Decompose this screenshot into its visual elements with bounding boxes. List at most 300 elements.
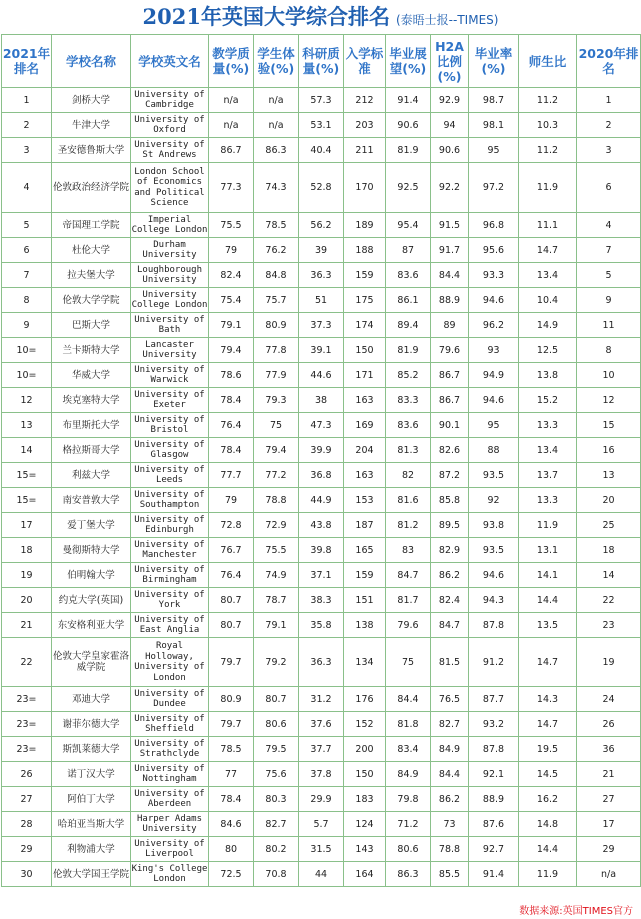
cell-school-name: 利物浦大学 — [52, 837, 131, 862]
cell-h2a-ratio: 84.9 — [431, 737, 469, 762]
cell-graduate-prospects: 84.4 — [386, 687, 431, 712]
cell-teaching-quality: 79.7 — [209, 712, 254, 737]
cell-teaching-quality: 79.7 — [209, 638, 254, 687]
cell-h2a-ratio: 76.5 — [431, 687, 469, 712]
table-row — [2, 388, 641, 413]
cell-research-quality: 36.8 — [299, 463, 344, 488]
table-row — [2, 438, 641, 463]
table-row — [2, 288, 641, 313]
cell-rank-2020: 25 — [577, 513, 641, 538]
cell-graduate-prospects: 79.8 — [386, 787, 431, 812]
cell-completion-rate: 92.7 — [469, 837, 519, 862]
cell-research-quality: 38.3 — [299, 588, 344, 613]
cell-school-name: 巴斯大学 — [52, 313, 131, 338]
cell-research-quality: 29.9 — [299, 787, 344, 812]
cell-student-staff-ratio: 13.1 — [519, 538, 577, 563]
cell-student-staff-ratio: 14.4 — [519, 837, 577, 862]
cell-student-experience: 75 — [254, 413, 299, 438]
cell-entry-standards: 150 — [344, 338, 386, 363]
cell-student-experience: 82.7 — [254, 812, 299, 837]
cell-teaching-quality: 79.4 — [209, 338, 254, 363]
cell-teaching-quality: 79.1 — [209, 313, 254, 338]
cell-student-staff-ratio: 13.7 — [519, 463, 577, 488]
table-row — [2, 213, 641, 238]
header-rank-2021: 2021年排名 — [2, 35, 52, 88]
header-research-quality: 科研质量(%) — [299, 35, 344, 88]
cell-research-quality: 57.3 — [299, 88, 344, 113]
cell-graduate-prospects: 71.2 — [386, 812, 431, 837]
cell-student-staff-ratio: 19.5 — [519, 737, 577, 762]
cell-rank-2020: 3 — [577, 138, 641, 163]
cell-entry-standards: 204 — [344, 438, 386, 463]
cell-entry-standards: 124 — [344, 812, 386, 837]
cell-teaching-quality: n/a — [209, 88, 254, 113]
cell-student-experience: 74.9 — [254, 563, 299, 588]
cell-school-name: 牛津大学 — [52, 113, 131, 138]
cell-h2a-ratio: 84.4 — [431, 263, 469, 288]
cell-rank-2020: 10 — [577, 363, 641, 388]
table-row — [2, 138, 641, 163]
cell-rank-2021: 20 — [2, 588, 52, 613]
cell-rank-2021: 15= — [2, 463, 52, 488]
cell-teaching-quality: 79 — [209, 238, 254, 263]
cell-rank-2020: 15 — [577, 413, 641, 438]
cell-teaching-quality: 75.4 — [209, 288, 254, 313]
cell-completion-rate: 91.4 — [469, 862, 519, 887]
cell-student-staff-ratio: 12.5 — [519, 338, 577, 363]
cell-rank-2021: 23= — [2, 712, 52, 737]
header-entry-standards: 入学标准 — [344, 35, 386, 88]
cell-graduate-prospects: 95.4 — [386, 213, 431, 238]
cell-student-staff-ratio: 14.8 — [519, 812, 577, 837]
cell-h2a-ratio: 91.5 — [431, 213, 469, 238]
table-row — [2, 88, 641, 113]
cell-h2a-ratio: 85.8 — [431, 488, 469, 513]
cell-graduate-prospects: 83 — [386, 538, 431, 563]
cell-english-name: University of York — [131, 588, 209, 613]
cell-rank-2021: 2 — [2, 113, 52, 138]
cell-school-name: 杜伦大学 — [52, 238, 131, 263]
cell-student-experience: 75.5 — [254, 538, 299, 563]
cell-research-quality: 56.2 — [299, 213, 344, 238]
cell-teaching-quality: 80.9 — [209, 687, 254, 712]
table-row — [2, 787, 641, 812]
cell-english-name: University of Birmingham — [131, 563, 209, 588]
cell-english-name: University of Exeter — [131, 388, 209, 413]
cell-research-quality: 39.9 — [299, 438, 344, 463]
cell-teaching-quality: 80.7 — [209, 588, 254, 613]
table-row — [2, 712, 641, 737]
cell-graduate-prospects: 81.3 — [386, 438, 431, 463]
cell-research-quality: 44 — [299, 862, 344, 887]
cell-school-name: 斯凯莱德大学 — [52, 737, 131, 762]
cell-school-name: 圣安德鲁斯大学 — [52, 138, 131, 163]
cell-completion-rate: 87.6 — [469, 812, 519, 837]
cell-student-staff-ratio: 13.8 — [519, 363, 577, 388]
cell-h2a-ratio: 81.5 — [431, 638, 469, 687]
cell-school-name: 阿伯丁大学 — [52, 787, 131, 812]
cell-student-staff-ratio: 13.4 — [519, 438, 577, 463]
cell-rank-2020: 2 — [577, 113, 641, 138]
cell-completion-rate: 93.2 — [469, 712, 519, 737]
cell-student-experience: 77.2 — [254, 463, 299, 488]
cell-entry-standards: 187 — [344, 513, 386, 538]
cell-english-name: University of Manchester — [131, 538, 209, 563]
cell-teaching-quality: 75.5 — [209, 213, 254, 238]
cell-graduate-prospects: 85.2 — [386, 363, 431, 388]
cell-student-staff-ratio: 14.7 — [519, 238, 577, 263]
cell-student-experience: 72.9 — [254, 513, 299, 538]
table-row — [2, 263, 641, 288]
cell-rank-2020: 4 — [577, 213, 641, 238]
cell-entry-standards: 188 — [344, 238, 386, 263]
cell-rank-2021: 19 — [2, 563, 52, 588]
cell-h2a-ratio: 84.4 — [431, 762, 469, 787]
cell-english-name: London School of Economics and Political Science — [131, 163, 209, 213]
cell-student-staff-ratio: 14.3 — [519, 687, 577, 712]
cell-entry-standards: 189 — [344, 213, 386, 238]
table-row — [2, 687, 641, 712]
cell-teaching-quality: 76.4 — [209, 563, 254, 588]
cell-english-name: Imperial College London — [131, 213, 209, 238]
cell-entry-standards: 151 — [344, 588, 386, 613]
subtitle: (泰晤士报--TIMES) — [396, 13, 499, 27]
cell-graduate-prospects: 89.4 — [386, 313, 431, 338]
cell-school-name: 谢菲尔德大学 — [52, 712, 131, 737]
cell-student-staff-ratio: 11.2 — [519, 138, 577, 163]
cell-h2a-ratio: 82.7 — [431, 712, 469, 737]
table-row — [2, 363, 641, 388]
cell-completion-rate: 98.1 — [469, 113, 519, 138]
cell-student-experience: 79.1 — [254, 613, 299, 638]
cell-rank-2020: 8 — [577, 338, 641, 363]
cell-rank-2021: 27 — [2, 787, 52, 812]
cell-entry-standards: 138 — [344, 613, 386, 638]
cell-rank-2020: 22 — [577, 588, 641, 613]
cell-rank-2021: 30 — [2, 862, 52, 887]
cell-teaching-quality: 72.5 — [209, 862, 254, 887]
cell-student-staff-ratio: 11.9 — [519, 163, 577, 213]
header-completion-rate: 毕业率(%) — [469, 35, 519, 88]
cell-entry-standards: 164 — [344, 862, 386, 887]
cell-student-staff-ratio: 14.4 — [519, 588, 577, 613]
cell-graduate-prospects: 86.3 — [386, 862, 431, 887]
cell-teaching-quality: 78.4 — [209, 438, 254, 463]
cell-rank-2021: 18 — [2, 538, 52, 563]
cell-rank-2021: 23= — [2, 737, 52, 762]
cell-completion-rate: 94.9 — [469, 363, 519, 388]
cell-student-staff-ratio: 14.7 — [519, 712, 577, 737]
cell-completion-rate: 88.9 — [469, 787, 519, 812]
cell-completion-rate: 88 — [469, 438, 519, 463]
header-school-name: 学校名称 — [52, 35, 131, 88]
cell-h2a-ratio: 90.6 — [431, 138, 469, 163]
cell-rank-2020: 1 — [577, 88, 641, 113]
cell-student-staff-ratio: 14.1 — [519, 563, 577, 588]
table-row — [2, 762, 641, 787]
cell-student-experience: 77.9 — [254, 363, 299, 388]
cell-entry-standards: 159 — [344, 563, 386, 588]
cell-rank-2020: 27 — [577, 787, 641, 812]
cell-school-name: 诺丁汉大学 — [52, 762, 131, 787]
header-h2a-ratio: H2A比例(%) — [431, 35, 469, 88]
cell-graduate-prospects: 81.2 — [386, 513, 431, 538]
cell-completion-rate: 96.8 — [469, 213, 519, 238]
cell-h2a-ratio: 73 — [431, 812, 469, 837]
cell-english-name: University of Dundee — [131, 687, 209, 712]
table-row — [2, 638, 641, 687]
cell-h2a-ratio: 94 — [431, 113, 469, 138]
cell-research-quality: 51 — [299, 288, 344, 313]
cell-teaching-quality: 77.7 — [209, 463, 254, 488]
cell-completion-rate: 93.3 — [469, 263, 519, 288]
cell-rank-2020: 23 — [577, 613, 641, 638]
cell-student-experience: 79.2 — [254, 638, 299, 687]
cell-entry-standards: 176 — [344, 687, 386, 712]
cell-research-quality: 39.8 — [299, 538, 344, 563]
cell-student-experience: n/a — [254, 113, 299, 138]
cell-h2a-ratio: 92.2 — [431, 163, 469, 213]
cell-rank-2021: 8 — [2, 288, 52, 313]
cell-english-name: University of Cambridge — [131, 88, 209, 113]
cell-student-experience: 80.9 — [254, 313, 299, 338]
cell-student-experience: 80.2 — [254, 837, 299, 862]
table-row — [2, 113, 641, 138]
cell-entry-standards: 152 — [344, 712, 386, 737]
cell-student-staff-ratio: 11.9 — [519, 862, 577, 887]
main-title: 2021年英国大学综合排名 — [142, 4, 390, 29]
table-row — [2, 862, 641, 887]
cell-graduate-prospects: 91.4 — [386, 88, 431, 113]
cell-school-name: 布里斯托大学 — [52, 413, 131, 438]
cell-rank-2020: 5 — [577, 263, 641, 288]
cell-rank-2020: 24 — [577, 687, 641, 712]
cell-h2a-ratio: 88.9 — [431, 288, 469, 313]
cell-student-staff-ratio: 15.2 — [519, 388, 577, 413]
cell-student-staff-ratio: 14.5 — [519, 762, 577, 787]
cell-teaching-quality: 77 — [209, 762, 254, 787]
cell-completion-rate: 96.2 — [469, 313, 519, 338]
cell-student-experience: 80.3 — [254, 787, 299, 812]
header-student-staff-ratio: 师生比 — [519, 35, 577, 88]
cell-research-quality: 38 — [299, 388, 344, 413]
cell-english-name: University of Sheffield — [131, 712, 209, 737]
table-row — [2, 313, 641, 338]
cell-graduate-prospects: 87 — [386, 238, 431, 263]
cell-rank-2020: 7 — [577, 238, 641, 263]
cell-entry-standards: 175 — [344, 288, 386, 313]
cell-graduate-prospects: 79.6 — [386, 613, 431, 638]
cell-entry-standards: 163 — [344, 463, 386, 488]
cell-rank-2021: 10= — [2, 363, 52, 388]
cell-student-experience: 79.3 — [254, 388, 299, 413]
cell-research-quality: 37.1 — [299, 563, 344, 588]
cell-completion-rate: 97.2 — [469, 163, 519, 213]
cell-completion-rate: 87.8 — [469, 613, 519, 638]
table-row — [2, 563, 641, 588]
table-row — [2, 737, 641, 762]
cell-english-name: University of Leeds — [131, 463, 209, 488]
cell-rank-2020: 26 — [577, 712, 641, 737]
cell-teaching-quality: 76.7 — [209, 538, 254, 563]
cell-rank-2020: 21 — [577, 762, 641, 787]
cell-english-name: University of Bath — [131, 313, 209, 338]
cell-school-name: 帝国理工学院 — [52, 213, 131, 238]
cell-completion-rate: 92 — [469, 488, 519, 513]
cell-teaching-quality: 82.4 — [209, 263, 254, 288]
cell-completion-rate: 87.8 — [469, 737, 519, 762]
cell-rank-2020: 19 — [577, 638, 641, 687]
cell-h2a-ratio: 85.5 — [431, 862, 469, 887]
header-row — [2, 35, 641, 88]
cell-student-experience: 80.6 — [254, 712, 299, 737]
cell-english-name: Loughborough University — [131, 263, 209, 288]
cell-english-name: University of St Andrews — [131, 138, 209, 163]
cell-entry-standards: 200 — [344, 737, 386, 762]
cell-english-name: University of Warwick — [131, 363, 209, 388]
cell-completion-rate: 93.8 — [469, 513, 519, 538]
cell-student-experience: 79.4 — [254, 438, 299, 463]
cell-research-quality: 47.3 — [299, 413, 344, 438]
cell-rank-2021: 6 — [2, 238, 52, 263]
cell-school-name: 邓迪大学 — [52, 687, 131, 712]
cell-school-name: 华威大学 — [52, 363, 131, 388]
cell-english-name: Royal Holloway, University of London — [131, 638, 209, 687]
cell-entry-standards: 163 — [344, 388, 386, 413]
cell-student-staff-ratio: 16.2 — [519, 787, 577, 812]
cell-entry-standards: 171 — [344, 363, 386, 388]
cell-rank-2020: 16 — [577, 438, 641, 463]
cell-teaching-quality: 78.5 — [209, 737, 254, 762]
table-row — [2, 837, 641, 862]
cell-rank-2021: 4 — [2, 163, 52, 213]
cell-student-staff-ratio: 11.1 — [519, 213, 577, 238]
cell-english-name: Lancaster University — [131, 338, 209, 363]
cell-school-name: 爱丁堡大学 — [52, 513, 131, 538]
table-row — [2, 413, 641, 438]
cell-school-name: 伦敦政治经济学院 — [52, 163, 131, 213]
cell-graduate-prospects: 80.6 — [386, 837, 431, 862]
table-row — [2, 812, 641, 837]
cell-student-experience: 75.6 — [254, 762, 299, 787]
cell-research-quality: 44.6 — [299, 363, 344, 388]
cell-research-quality: 36.3 — [299, 263, 344, 288]
cell-h2a-ratio: 86.7 — [431, 363, 469, 388]
cell-rank-2020: 18 — [577, 538, 641, 563]
cell-rank-2021: 5 — [2, 213, 52, 238]
cell-entry-standards: 134 — [344, 638, 386, 687]
cell-school-name: 格拉斯哥大学 — [52, 438, 131, 463]
cell-rank-2020: 9 — [577, 288, 641, 313]
table-row — [2, 488, 641, 513]
cell-school-name: 剑桥大学 — [52, 88, 131, 113]
cell-research-quality: 36.3 — [299, 638, 344, 687]
cell-entry-standards: 174 — [344, 313, 386, 338]
cell-student-staff-ratio: 11.9 — [519, 513, 577, 538]
cell-school-name: 拉夫堡大学 — [52, 263, 131, 288]
cell-completion-rate: 93.5 — [469, 463, 519, 488]
cell-student-staff-ratio: 10.3 — [519, 113, 577, 138]
cell-rank-2021: 14 — [2, 438, 52, 463]
cell-english-name: University of Oxford — [131, 113, 209, 138]
cell-student-staff-ratio: 11.2 — [519, 88, 577, 113]
cell-graduate-prospects: 83.6 — [386, 263, 431, 288]
cell-graduate-prospects: 92.5 — [386, 163, 431, 213]
cell-english-name: University of Edinburgh — [131, 513, 209, 538]
cell-entry-standards: 212 — [344, 88, 386, 113]
cell-h2a-ratio: 82.6 — [431, 438, 469, 463]
cell-rank-2021: 7 — [2, 263, 52, 288]
cell-student-staff-ratio: 13.3 — [519, 488, 577, 513]
cell-graduate-prospects: 84.7 — [386, 563, 431, 588]
cell-graduate-prospects: 83.3 — [386, 388, 431, 413]
cell-completion-rate: 95.6 — [469, 238, 519, 263]
cell-rank-2021: 17 — [2, 513, 52, 538]
cell-student-staff-ratio: 13.4 — [519, 263, 577, 288]
cell-research-quality: 37.3 — [299, 313, 344, 338]
cell-rank-2021: 21 — [2, 613, 52, 638]
cell-english-name: University of Liverpool — [131, 837, 209, 862]
cell-entry-standards: 170 — [344, 163, 386, 213]
table-row — [2, 513, 641, 538]
cell-school-name: 伯明翰大学 — [52, 563, 131, 588]
cell-research-quality: 43.8 — [299, 513, 344, 538]
cell-graduate-prospects: 81.8 — [386, 712, 431, 737]
cell-research-quality: 37.6 — [299, 712, 344, 737]
cell-student-experience: 75.7 — [254, 288, 299, 313]
cell-student-staff-ratio: 14.9 — [519, 313, 577, 338]
cell-teaching-quality: 78.6 — [209, 363, 254, 388]
cell-completion-rate: 92.1 — [469, 762, 519, 787]
cell-h2a-ratio: 78.8 — [431, 837, 469, 862]
cell-entry-standards: 203 — [344, 113, 386, 138]
cell-teaching-quality: 86.7 — [209, 138, 254, 163]
cell-student-experience: 78.7 — [254, 588, 299, 613]
cell-completion-rate: 94.6 — [469, 388, 519, 413]
header-graduate-prospects: 毕业展望(%) — [386, 35, 431, 88]
cell-rank-2021: 29 — [2, 837, 52, 862]
cell-rank-2021: 22 — [2, 638, 52, 687]
cell-english-name: University College London — [131, 288, 209, 313]
cell-h2a-ratio: 86.2 — [431, 787, 469, 812]
cell-graduate-prospects: 86.1 — [386, 288, 431, 313]
cell-rank-2020: 20 — [577, 488, 641, 513]
table-row — [2, 338, 641, 363]
cell-student-experience: 76.2 — [254, 238, 299, 263]
header-student-experience: 学生体验(%) — [254, 35, 299, 88]
cell-entry-standards: 183 — [344, 787, 386, 812]
cell-school-name: 约克大学(英国) — [52, 588, 131, 613]
cell-graduate-prospects: 81.9 — [386, 338, 431, 363]
cell-rank-2020: 29 — [577, 837, 641, 862]
data-source-note: 数据来源:英国TIMES官方 — [519, 906, 633, 917]
cell-student-staff-ratio: 10.4 — [519, 288, 577, 313]
cell-rank-2021: 26 — [2, 762, 52, 787]
cell-english-name: University of Bristol — [131, 413, 209, 438]
cell-teaching-quality: 76.4 — [209, 413, 254, 438]
cell-rank-2020: n/a — [577, 862, 641, 887]
cell-student-staff-ratio: 13.5 — [519, 613, 577, 638]
cell-student-experience: 79.5 — [254, 737, 299, 762]
cell-research-quality: 35.8 — [299, 613, 344, 638]
cell-rank-2021: 15= — [2, 488, 52, 513]
cell-research-quality: 31.5 — [299, 837, 344, 862]
cell-english-name: University of Strathclyde — [131, 737, 209, 762]
cell-h2a-ratio: 91.7 — [431, 238, 469, 263]
cell-entry-standards: 143 — [344, 837, 386, 862]
cell-research-quality: 52.8 — [299, 163, 344, 213]
cell-teaching-quality: 77.3 — [209, 163, 254, 213]
